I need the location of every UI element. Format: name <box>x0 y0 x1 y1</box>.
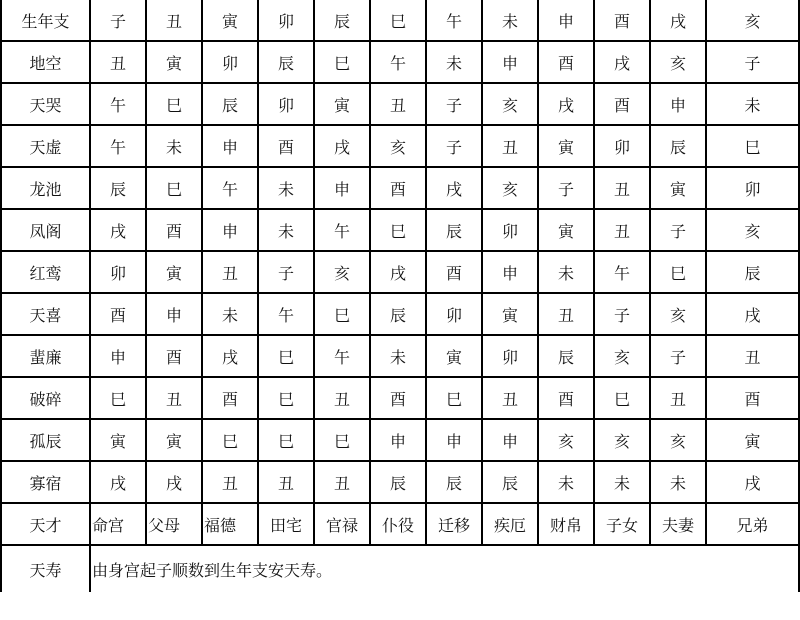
table-cell: 申 <box>482 41 538 83</box>
table-cell: 亥 <box>650 41 706 83</box>
table-row <box>1 0 799 41</box>
table-cell: 巳 <box>314 41 370 83</box>
table-cell: 寅 <box>202 0 258 41</box>
table-cell: 寅 <box>706 419 799 461</box>
row-label: 龙池 <box>1 167 90 209</box>
table-cell: 辰 <box>650 125 706 167</box>
table-row <box>1 251 799 293</box>
table-cell: 亥 <box>650 419 706 461</box>
table-cell: 寅 <box>650 167 706 209</box>
table-cell: 丑 <box>594 209 650 251</box>
table-cell: 未 <box>258 167 314 209</box>
table-cell: 酉 <box>538 377 594 419</box>
table-cell: 丑 <box>370 83 426 125</box>
table-cell: 辰 <box>314 0 370 41</box>
table-cell: 酉 <box>146 209 202 251</box>
table-cell: 官禄 <box>314 503 370 545</box>
table-row <box>1 209 799 251</box>
table-cell: 丑 <box>202 461 258 503</box>
table-cell: 丑 <box>202 251 258 293</box>
table-cell: 丑 <box>594 167 650 209</box>
table-cell: 酉 <box>370 167 426 209</box>
table-cell: 午 <box>426 0 482 41</box>
table-cell: 戌 <box>650 0 706 41</box>
table-cell: 丑 <box>482 377 538 419</box>
table-cell: 丑 <box>90 41 146 83</box>
row-label: 破碎 <box>1 377 90 419</box>
table-cell: 丑 <box>146 377 202 419</box>
table-cell: 亥 <box>482 83 538 125</box>
table-cell: 未 <box>202 293 258 335</box>
table-cell: 寅 <box>146 419 202 461</box>
table-cell: 财帛 <box>538 503 594 545</box>
table-cell: 巳 <box>370 209 426 251</box>
row-label: 天虚 <box>1 125 90 167</box>
table-row <box>1 125 799 167</box>
table-cell: 未 <box>650 461 706 503</box>
table-cell: 巳 <box>706 125 799 167</box>
table-cell: 寅 <box>426 335 482 377</box>
table-cell: 巳 <box>426 377 482 419</box>
table-cell: 福德 <box>202 503 258 545</box>
table-row <box>1 377 799 419</box>
table-cell: 卯 <box>482 335 538 377</box>
table-cell: 未 <box>594 461 650 503</box>
table-cell: 辰 <box>538 335 594 377</box>
table-cell: 戌 <box>426 167 482 209</box>
table-cell: 亥 <box>706 209 799 251</box>
table-body <box>1 0 799 592</box>
table-cell: 巳 <box>202 419 258 461</box>
table-cell: 申 <box>146 293 202 335</box>
table-cell: 卯 <box>482 209 538 251</box>
table-cell: 亥 <box>706 0 799 41</box>
table-cell: 仆役 <box>370 503 426 545</box>
table-cell: 辰 <box>482 461 538 503</box>
table-cell: 申 <box>370 419 426 461</box>
table-cell: 戌 <box>90 461 146 503</box>
table-cell: 子 <box>426 125 482 167</box>
table-cell: 亥 <box>594 419 650 461</box>
table-cell: 酉 <box>706 377 799 419</box>
table-cell: 戌 <box>370 251 426 293</box>
table-cell: 戌 <box>314 125 370 167</box>
table-cell: 寅 <box>314 83 370 125</box>
row-label: 天寿 <box>1 545 90 592</box>
table-cell: 酉 <box>370 377 426 419</box>
table-cell: 子 <box>538 167 594 209</box>
table-cell: 未 <box>146 125 202 167</box>
table-cell: 酉 <box>594 0 650 41</box>
table-cell: 辰 <box>426 461 482 503</box>
row-label: 蜚廉 <box>1 335 90 377</box>
table-row <box>1 419 799 461</box>
table-cell: 寅 <box>90 419 146 461</box>
row-label: 寡宿 <box>1 461 90 503</box>
table-cell: 午 <box>202 167 258 209</box>
table-cell: 巳 <box>594 377 650 419</box>
table-cell: 亥 <box>314 251 370 293</box>
table-cell: 卯 <box>90 251 146 293</box>
table-cell: 寅 <box>482 293 538 335</box>
table-cell: 酉 <box>202 377 258 419</box>
table-cell: 命宫 <box>90 503 146 545</box>
table-cell: 未 <box>482 0 538 41</box>
table-cell: 子 <box>90 0 146 41</box>
table-cell: 父母 <box>146 503 202 545</box>
table-cell: 戌 <box>706 293 799 335</box>
table-cell: 戌 <box>706 461 799 503</box>
table-cell: 酉 <box>90 293 146 335</box>
table-cell: 巳 <box>650 251 706 293</box>
table-cell: 丑 <box>538 293 594 335</box>
table-cell: 辰 <box>370 293 426 335</box>
table-cell: 巳 <box>370 0 426 41</box>
table-cell: 巳 <box>90 377 146 419</box>
table-cell: 巳 <box>146 167 202 209</box>
table-cell: 卯 <box>594 125 650 167</box>
table-cell: 丑 <box>314 377 370 419</box>
table-cell: 申 <box>202 125 258 167</box>
table-cell: 夫妻 <box>650 503 706 545</box>
table-row <box>1 83 799 125</box>
table-cell: 申 <box>426 419 482 461</box>
table-cell: 寅 <box>538 125 594 167</box>
table-row <box>1 461 799 503</box>
table-cell: 卯 <box>426 293 482 335</box>
table-cell: 丑 <box>258 461 314 503</box>
table-row <box>1 335 799 377</box>
table-cell: 亥 <box>538 419 594 461</box>
table-cell: 午 <box>258 293 314 335</box>
table-cell: 卯 <box>258 0 314 41</box>
table-row-tianshou <box>1 545 799 592</box>
table-cell: 巳 <box>146 83 202 125</box>
table-cell: 午 <box>90 83 146 125</box>
table-cell: 午 <box>594 251 650 293</box>
table-cell: 戌 <box>90 209 146 251</box>
table-cell: 戌 <box>202 335 258 377</box>
row-label: 地空 <box>1 41 90 83</box>
table-cell: 酉 <box>146 335 202 377</box>
table-cell: 辰 <box>258 41 314 83</box>
table-cell: 午 <box>370 41 426 83</box>
table-cell: 未 <box>426 41 482 83</box>
table-cell: 子 <box>650 209 706 251</box>
table-cell: 子 <box>650 335 706 377</box>
table-cell: 申 <box>482 419 538 461</box>
table-cell: 辰 <box>426 209 482 251</box>
table-cell: 午 <box>314 335 370 377</box>
table-cell: 丑 <box>314 461 370 503</box>
row-label: 天哭 <box>1 83 90 125</box>
table-cell: 酉 <box>426 251 482 293</box>
table-cell: 丑 <box>482 125 538 167</box>
row-label: 红鸾 <box>1 251 90 293</box>
table-cell: 酉 <box>258 125 314 167</box>
table-cell: 戌 <box>594 41 650 83</box>
table-cell: 申 <box>314 167 370 209</box>
table-cell: 午 <box>90 125 146 167</box>
table-cell: 未 <box>538 251 594 293</box>
table-cell: 酉 <box>538 41 594 83</box>
table-row <box>1 293 799 335</box>
table-row <box>1 167 799 209</box>
table-cell: 子 <box>426 83 482 125</box>
table-cell: 申 <box>202 209 258 251</box>
table-cell: 申 <box>482 251 538 293</box>
table-cell: 申 <box>538 0 594 41</box>
table-cell: 巳 <box>258 377 314 419</box>
table-cell: 卯 <box>706 167 799 209</box>
table-cell: 亥 <box>370 125 426 167</box>
row-label: 天喜 <box>1 293 90 335</box>
table-cell: 亥 <box>594 335 650 377</box>
table-cell: 寅 <box>146 251 202 293</box>
tianshou-note: 由身宫起子顺数到生年支安天寿。 <box>90 545 799 592</box>
table-cell: 寅 <box>538 209 594 251</box>
table-row <box>1 41 799 83</box>
table-cell: 未 <box>706 83 799 125</box>
table-cell: 辰 <box>706 251 799 293</box>
table-cell: 卯 <box>258 83 314 125</box>
table-cell: 子 <box>258 251 314 293</box>
table-cell: 戌 <box>146 461 202 503</box>
table-cell: 子 <box>594 293 650 335</box>
table-cell: 亥 <box>650 293 706 335</box>
table-cell: 申 <box>650 83 706 125</box>
table-cell: 寅 <box>146 41 202 83</box>
table-cell: 子 <box>706 41 799 83</box>
table-cell: 巳 <box>258 419 314 461</box>
table-cell: 丑 <box>146 0 202 41</box>
table-cell: 疾厄 <box>482 503 538 545</box>
table-cell: 辰 <box>90 167 146 209</box>
table-cell: 卯 <box>202 41 258 83</box>
table-cell: 未 <box>370 335 426 377</box>
row-label: 孤辰 <box>1 419 90 461</box>
table-cell: 酉 <box>594 83 650 125</box>
row-label: 生年支 <box>1 0 90 41</box>
table-row <box>1 503 799 545</box>
table-cell: 申 <box>90 335 146 377</box>
table-cell: 兄弟 <box>706 503 799 545</box>
table-cell: 戌 <box>538 83 594 125</box>
table-cell: 午 <box>314 209 370 251</box>
table-cell: 丑 <box>650 377 706 419</box>
table-cell: 亥 <box>482 167 538 209</box>
table-cell: 未 <box>258 209 314 251</box>
row-label: 凤阁 <box>1 209 90 251</box>
table-cell: 迁移 <box>426 503 482 545</box>
table-cell: 田宅 <box>258 503 314 545</box>
table-cell: 未 <box>538 461 594 503</box>
table-cell: 巳 <box>314 419 370 461</box>
table-cell: 子女 <box>594 503 650 545</box>
table-cell: 巳 <box>314 293 370 335</box>
table-cell: 辰 <box>202 83 258 125</box>
row-label: 天才 <box>1 503 90 545</box>
table-cell: 巳 <box>258 335 314 377</box>
table-cell: 辰 <box>370 461 426 503</box>
table-cell: 丑 <box>706 335 799 377</box>
